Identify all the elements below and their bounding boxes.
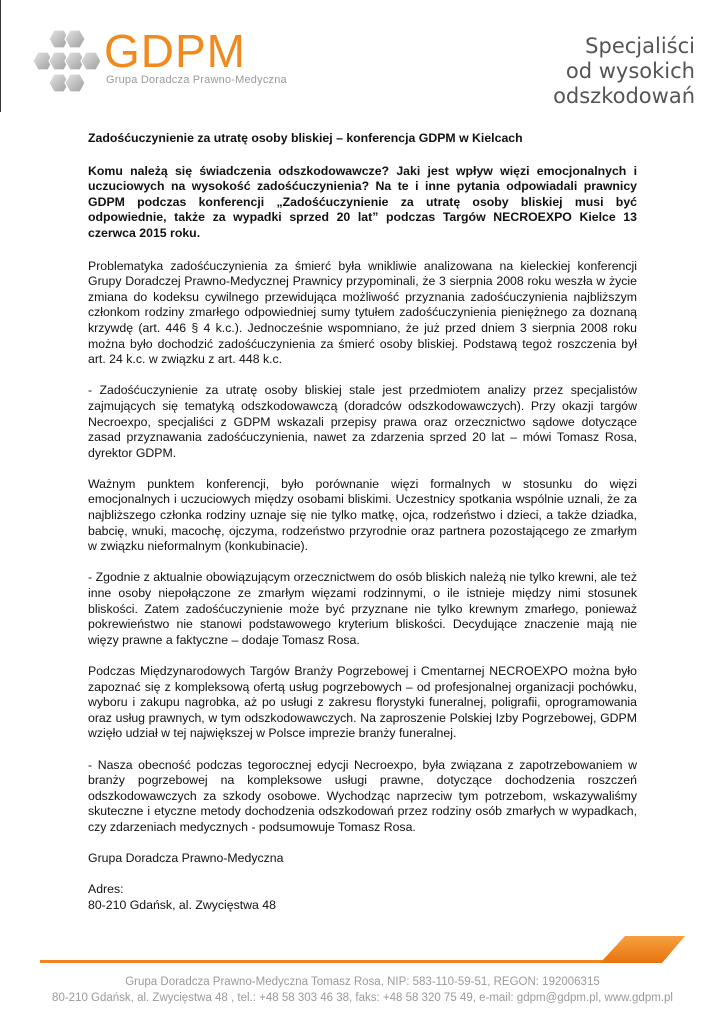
article-paragraph: - Zgodnie z aktualnie obowiązującym orzecznictwem do osób bliskich należą nie tylko krewni, ale też inne osoby niepołączone ze zmarłym więzami rodzinnymi, o ile istnieje między nimi stosunek bliskości. Zatem zadośćuczynienie może być przyznane nie tylko krewnym zmarłego, ponieważ pokrewieństwo nie stanowi podstawowego kryterium bliskości. Decydujące znaczenie mają nie więzy prawne a faktyczne – dodaje Tomasz Rosa.: [88, 570, 637, 647]
signature: Grupa Doradcza Prawno-Medyczna: [88, 851, 284, 866]
article-paragraph: Problematyka zadośćuczynienia za śmierć była wnikliwie analizowana na kieleckiej konferencji Grupy Doradczej Prawno-Medycznej Prawnicy przypominali, że 3 sierpnia 2008 roku weszła w życie zmiana do kodeksu cywilnego przewidująca możliwość przyznania zadośćuczynienia najbliższym członkom rodziny zmarłego odpowiedniej sumy tytułem zadośćuczynienia pieniężnego za doznaną krzywdę (art. 446 § 4 k.c.). Jednocześnie wspomniano, że już przed dniem 3 sierpnia 2008 roku można było dochodzić zadośćuczynienia za śmierć osoby bliskiej. Podstawą tegoż roszczenia był art. 24 k.c. w związku z art. 448 k.c.: [88, 258, 637, 367]
footer-arrow-divider: [40, 936, 685, 966]
footer: [0, 974, 725, 1006]
slogan: [553, 34, 695, 109]
article-paragraph: - Nasza obecność podczas tegorocznej edycji Necroexpo, była związana z zapotrzebowaniem w branży pogrzebowej na kompleksowe usługi prawne, dotyczące dochodzenia roszczeń odszkodowawczych za szkody osobowe. Wychodząc naprzeciw tym potrzebom, wskazywaliśmy skuteczne i etyczne metody dochodzenia odszkodowań przez rodziny osób zmarłych w wypadkach, czy zdarzeniach medycznych - podsumowuje Tomasz Rosa.: [88, 757, 637, 834]
footer-contact-line: 80-210 Gdańsk, al. Zwycięstwa 48 , tel.: +48 58 303 46 38, faks: +48 58 320 75 49, e-mail: gdpm@gdpm.pl, www.gdpm.pl: [52, 992, 673, 1004]
article-paragraph: Ważnym punktem konferencji, było porównanie więzi formalnych w stosunku do więzi emocjonalnych i uczuciowych między osobami bliskimi. Uczestnicy spotkania wspólnie uznali, że za najbliższego członka rodziny uznaje się nie tylko matkę, ojca, rodzeństwo i dzieci, a także dziadka, babcię, wnuki, macochę, ojczyma, rodzeństwo przyrodnie oraz partnera pozostającego ze zmarłym w związku nieformalnym (konkubinacie).: [88, 476, 637, 554]
article-title: Zadośćuczynienie za utratę osoby bliskiej – konferencja GDPM w Kielcach: [88, 131, 523, 145]
logo-wordmark: GDPM: [104, 25, 246, 77]
address-label: Adres:: [88, 882, 124, 897]
slogan-line: od wysokich: [565, 59, 695, 83]
article-body: [88, 131, 637, 914]
article-paragraph: Podczas Międzynarodowych Targów Branży Pogrzebowej i Cmentarnej NECROEXPO można było zapoznać się z kompleksową ofertą usług pogrzebowych – od profesjonalnej organizacji pochówku, wyboru i zakupu nagrobka, aż po usługi z zakresu florystyki funeralnej, poligrafii, oprogramowania oraz usług prawnych, w tym odszkodowawczych. Na zaproszenie Polskiej Izby Pogrzebowej, GDPM wzięło udział w tej największej w Polsce imprezie branży funeralnej.: [88, 664, 637, 741]
address: 80-210 Gdańsk, al. Zwycięstwa 48: [88, 897, 276, 912]
slogan-line: odszkodowań: [553, 84, 695, 108]
article-paragraph: - Zadośćuczynienie za utratę osoby bliskiej stale jest przedmiotem analizy przez specjalistów zajmujących się tematyką odszkodowawczą (doradców odszkodowawczych). Przy okazji targów Necroexpo, specjaliści z GDPM wskazali przepisy prawa oraz orzecznictwo sądowe dotyczące zasad przyznawania zadośćuczynienia, nawet za zdarzenia sprzed 20 lat – mówi Tomasz Rosa, dyrektor GDPM.: [88, 383, 637, 460]
letterhead: [0, 0, 725, 120]
logo-tagline: Grupa Doradcza Prawno-Medyczna: [106, 74, 287, 86]
article-lead: Komu należą się świadczenia odszkodowawcze? Jaki jest wpływ więzi emocjonalnych i uczuciowych na wysokość zadośćuczynienia? Na te i inne pytania odpowiadali prawnicy GDPM podczas konferencji „Zadośćuczynienie za utratę osoby bliskiej musi być odpowiednie, także za wypadki sprzed 20 lat” podczas Targów NECROEXPO Kielce 13 czerwca 2015 roku.: [88, 163, 637, 240]
footer-company-line: Grupa Doradcza Prawno-Medyczna Tomasz Rosa, NIP: 583-110-59-51, REGON: 192006315: [125, 976, 600, 988]
slogan-line: Specjaliści: [585, 34, 695, 58]
honeycomb-logo-icon: [32, 28, 102, 94]
